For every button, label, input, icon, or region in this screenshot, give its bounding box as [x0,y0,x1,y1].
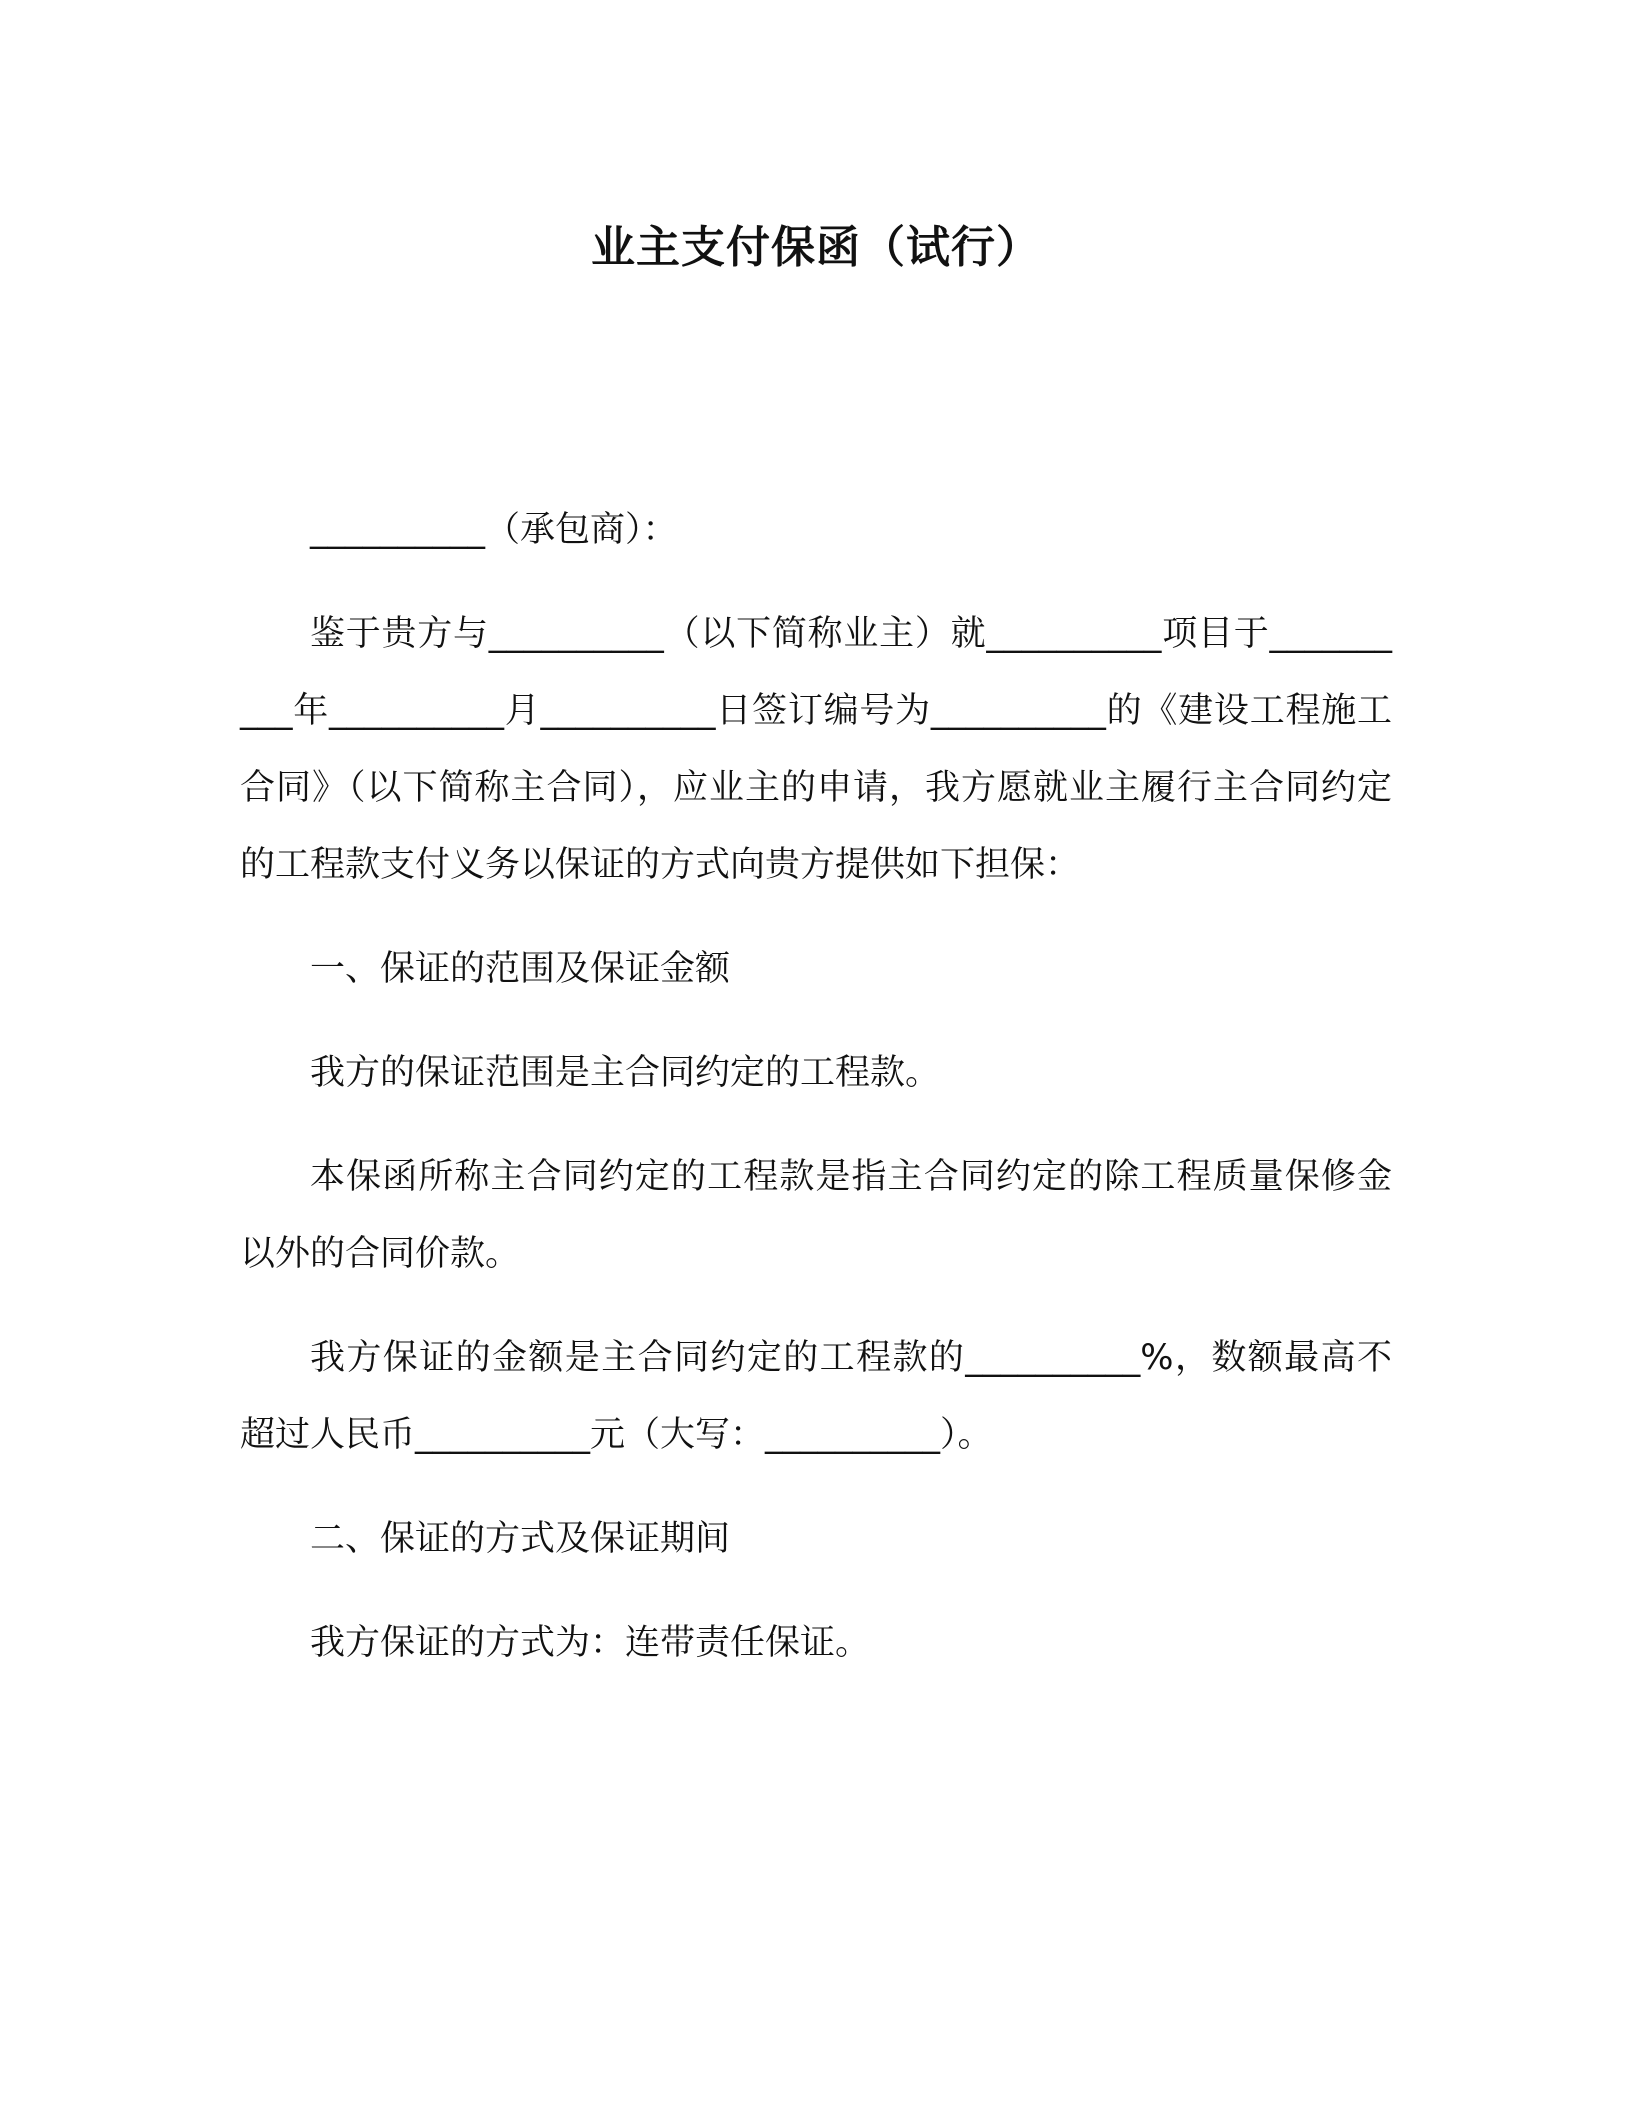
scope-paragraph: 我方的保证范围是主合同约定的工程款。 [310,1053,941,1093]
guarantee-method-paragraph: 我方保证的方式为：连带责任保证。 [310,1623,871,1663]
document-body [240,492,1392,1709]
section-heading-scope-amount: 一、保证的范围及保证金额 [310,949,731,989]
document-title: 业主支付保函（试行） [591,222,1041,273]
section-heading-method-period: 二、保证的方式及保证期间 [310,1519,731,1559]
addressee-line: __________（承包商）： [310,510,678,550]
guarantee-intro-paragraph: 鉴于贵方与__________（以下简称业主）就__________项目于__________年__________月__________日签订编号为__________的《建设工程施工合同》（以下简称主合同），应业主的申请，我方愿就业主履行主合同约定的工程款支付义务以保证的方式向贵方提供如下担保： [240,614,1392,885]
contract-payment-definition-paragraph: 本保函所称主合同约定的工程款是指主合同约定的除工程质量保修金以外的合同价款。 [240,1157,1392,1274]
guarantee-amount-paragraph: 我方保证的金额是主合同约定的工程款的__________%，数额最高不超过人民币__________元（大写：__________）。 [240,1338,1392,1455]
